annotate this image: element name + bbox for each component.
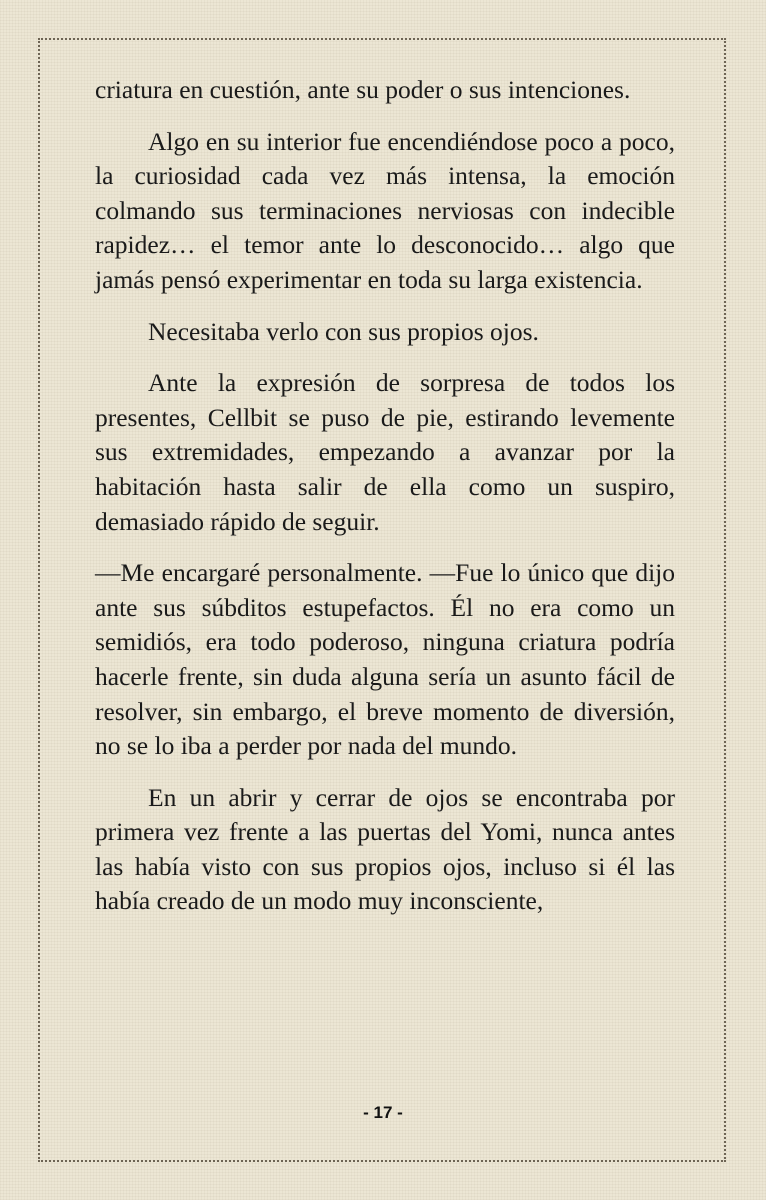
paragraph-5-dialogue: —Me encargaré personalmente. —Fue lo único que dijo ante sus súbditos estupefactos. Él no era como un semidiós, era todo poderoso, ninguna criatura podría hacerle frente, sin duda alguna sería un asunto fácil de resolver, sin embargo, el breve momento de diversión, no se lo iba a perder por nada del mundo. — [95, 558, 675, 761]
body-text — [95, 73, 675, 936]
paragraph-3: Necesitaba verlo con sus propios ojos. — [148, 316, 539, 346]
paragraph-4: Ante la expresión de sorpresa de todos los presentes, Cellbit se puso de pie, estirando levemente sus extremidades, empezando a avanzar por la habitación hasta salir de ella como un suspiro, demasiado rápido de seguir. — [95, 368, 675, 536]
paragraph-1: criatura en cuestión, ante su poder o sus intenciones. — [95, 75, 631, 104]
paragraph-6: En un abrir y cerrar de ojos se encontraba por primera vez frente a las puertas del Yomi, nunca antes las había visto con sus propios ojos, incluso si él las había creado de un modo muy inconsciente, — [95, 782, 675, 916]
paragraph-2: Algo en su interior fue encendiéndose poco a poco, la curiosidad cada vez más intensa, la emoción colmando sus terminaciones nerviosas con indecible rapidez… el temor ante lo desconocido… algo que jamás pensó experimentar en toda su larga existencia. — [95, 126, 675, 294]
page-number: - 17 - — [363, 1103, 403, 1122]
